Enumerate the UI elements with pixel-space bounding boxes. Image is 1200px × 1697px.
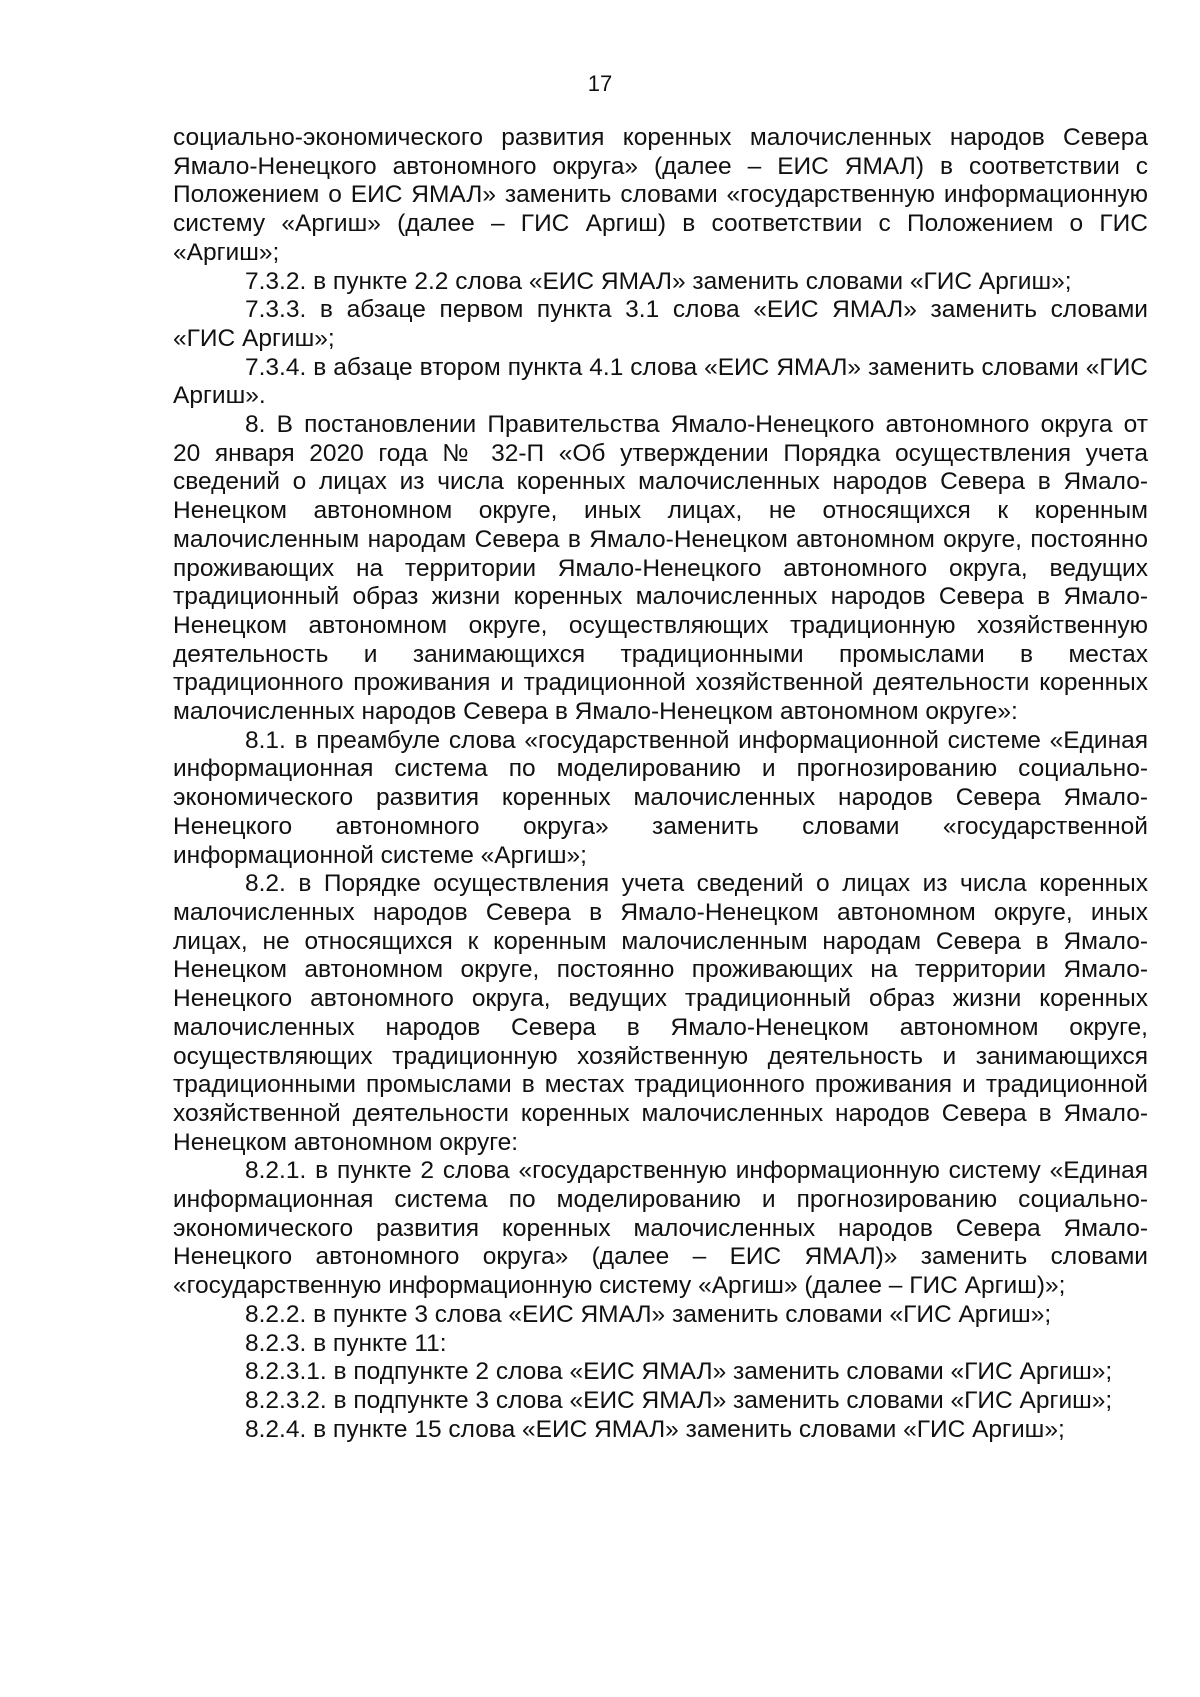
paragraph: 7.3.2. в пункте 2.2 слова «ЕИС ЯМАЛ» заменить словами «ГИС Аргиш»; xyxy=(245,267,1072,295)
paragraph: 8.2.2. в пункте 3 слова «ЕИС ЯМАЛ» заменить словами «ГИС Аргиш»; xyxy=(245,1300,1052,1328)
paragraph: 7.3.3. в абзаце первом пункта 3.1 слова «ЕИС ЯМАЛ» заменить словами «ГИС Аргиш»; xyxy=(173,296,1148,352)
paragraph: 8. В постановлении Правительства Ямало-Ненецкого автономного округа от 20 января 2020 года № 32-П «Об утверждении Порядка осуществления учета сведений о лицах из числа коренных малочисленных народов Севера в Ямало-Ненецком автономном округе, иных лицах, не относящихся к коренным малочисленным народам Севера в Ямало-Ненецком автономном округе, постоянно проживающих на территории Ямало-Ненецкого автономного округа, ведущих традиционный образ жизни коренных малочисленных народов Севера в Ямало-Ненецком автономном округе, осуществляющих традиционную хозяйственную деятельность и занимающихся традиционными промыслами в местах традиционного проживания и традиционной хозяйственной деятельности коренных малочисленных народов Севера в Ямало-Ненецком автономном округе»: xyxy=(173,411,1148,726)
paragraph: 8.2.3. в пункте 11: xyxy=(245,1329,447,1357)
page-number: 17 xyxy=(587,71,613,96)
paragraph: 8.2.4. в пункте 15 слова «ЕИС ЯМАЛ» заменить словами «ГИС Аргиш»; xyxy=(245,1415,1065,1443)
paragraph: 8.2.3.2. в подпункте 3 слова «ЕИС ЯМАЛ» заменить словами «ГИС Аргиш»; xyxy=(245,1386,1113,1414)
document-body xyxy=(173,124,1148,1444)
paragraph: 7.3.4. в абзаце втором пункта 4.1 слова «ЕИС ЯМАЛ» заменить словами «ГИС Аргиш». xyxy=(173,353,1148,410)
paragraph: 8.2.3.1. в подпункте 2 слова «ЕИС ЯМАЛ» заменить словами «ГИС Аргиш»; xyxy=(245,1358,1113,1386)
paragraph: социально-экономического развития коренных малочисленных народов Севера Ямало-Ненецкого автономного округа» (далее – ЕИС ЯМАЛ) в соответствии с Положением о ЕИС ЯМАЛ» заменить словами «государственную информационную систему «Аргиш» (далее – ГИС Аргиш) в соответствии с Положением о ГИС «Аргиш»; xyxy=(173,124,1148,266)
paragraph: 8.2. в Порядке осуществления учета сведений о лицах из числа коренных малочисленных народов Севера в Ямало-Ненецком автономном округе, иных лицах, не относящихся к коренным малочисленным народам Севера в Ямало-Ненецком автономном округе, постоянно проживающих на территории Ямало-Ненецкого автономного округа, ведущих традиционный образ жизни коренных малочисленных народов Севера в Ямало-Ненецком автономном округе, осуществляющих традиционную хозяйственную деятельность и занимающихся традиционными промыслами в местах традиционного проживания и традиционной хозяйственной деятельности коренных малочисленных народов Севера в Ямало-Ненецком автономном округе: xyxy=(173,870,1148,1156)
paragraph: 8.2.1. в пункте 2 слова «государственную информационную систему «Единая информационная система по моделированию и прогнозированию социально-экономического развития коренных малочисленных народов Севера Ямало-Ненецкого автономного округа» (далее – ЕИС ЯМАЛ)» заменить словами «государственную информационную систему «Аргиш» (далее – ГИС Аргиш)»; xyxy=(173,1157,1148,1300)
paragraph: 8.1. в преамбуле слова «государственной информационной системе «Единая информационная система по моделированию и прогнозированию социально-экономического развития коренных малочисленных народов Севера Ямало-Ненецкого автономного округа» заменить словами «государственной информационной системе «Аргиш»; xyxy=(173,726,1148,869)
